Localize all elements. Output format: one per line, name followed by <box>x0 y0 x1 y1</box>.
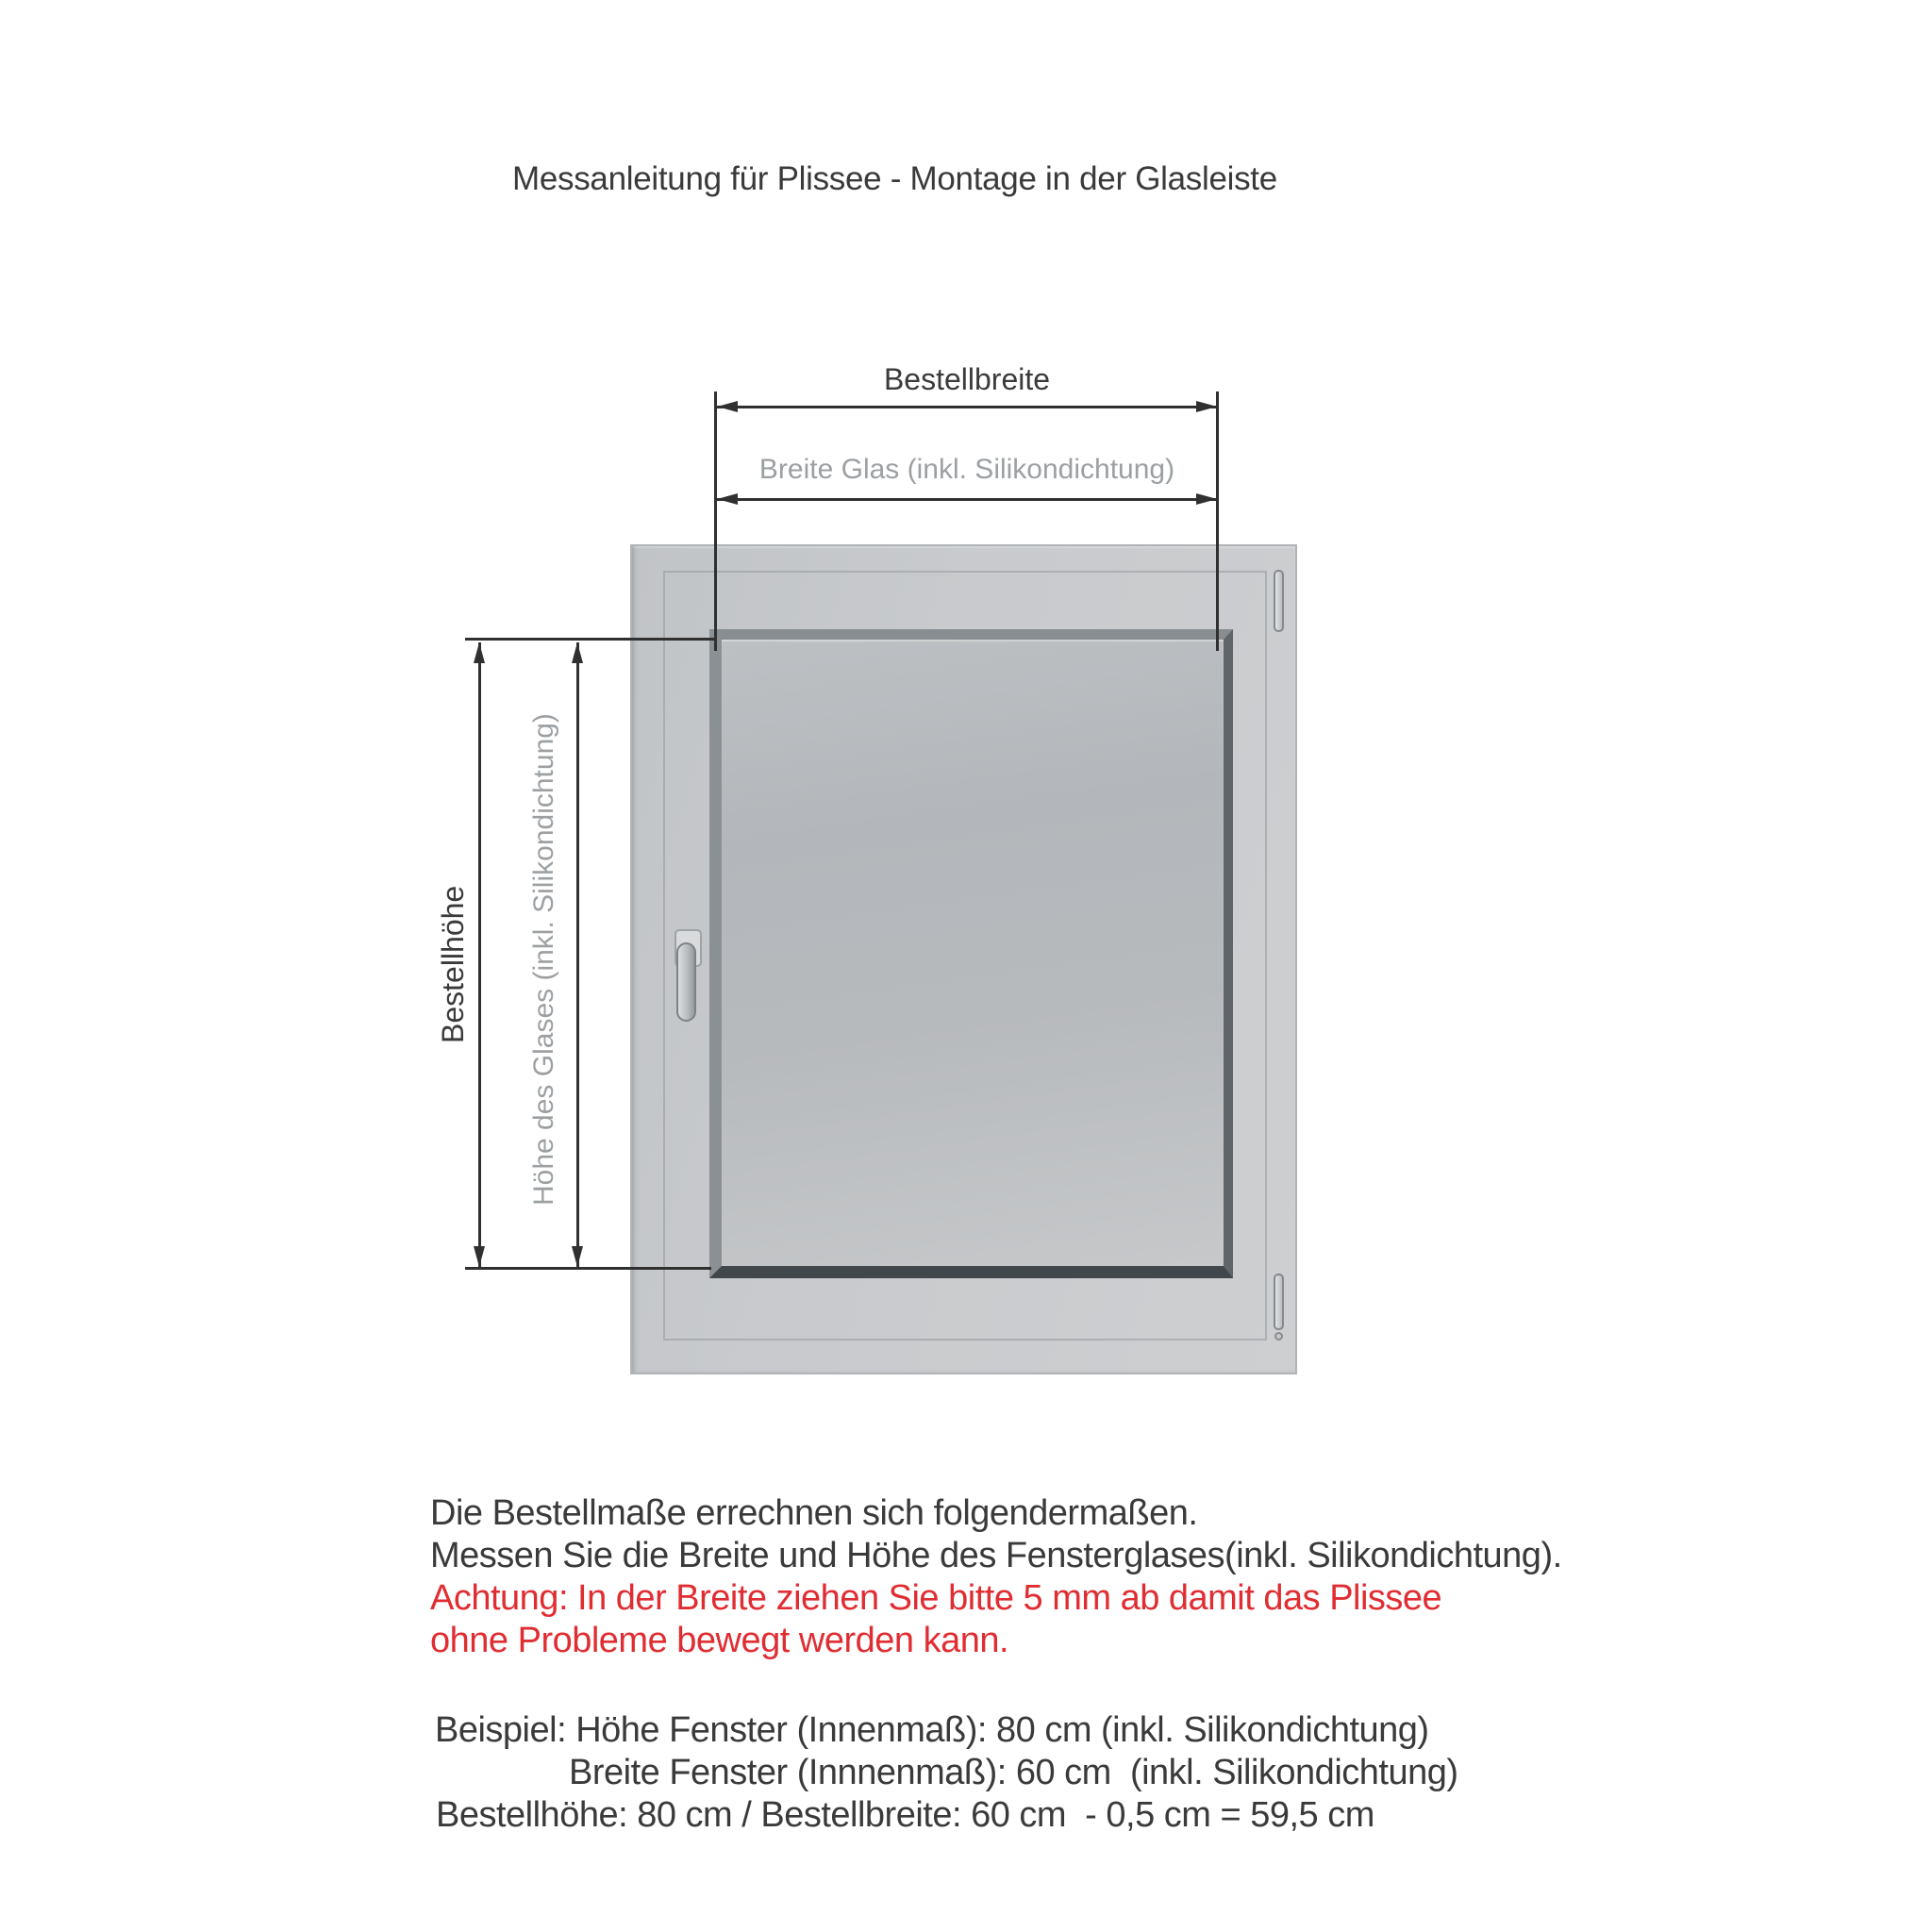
arrowhead-right-icon <box>1196 401 1217 412</box>
arrowhead-up-icon <box>474 642 485 663</box>
page-title: Messanleitung für Plissee - Montage in der Glasleiste <box>512 160 1277 197</box>
order-height-label: Bestellhöhe <box>436 885 470 1044</box>
example-line: Breite Fenster (Innnenmaß): 60 cm (inkl. Silikondichtung) <box>569 1753 1458 1792</box>
extension-line-height-top <box>465 638 715 641</box>
glass-height-label: Höhe des Glases (inkl. Silikondichtung) <box>528 713 559 1207</box>
warning-line: Achtung: In der Breite ziehen Sie bitte 5 mm ab damit das Plissee <box>430 1578 1442 1618</box>
window-illustration <box>630 544 1297 1374</box>
window-hinge-top <box>1274 570 1284 632</box>
glass-width-arrow <box>717 490 1217 508</box>
order-width-arrow <box>717 397 1217 416</box>
instruction-line: Die Bestellmaße errechnen sich folgendermaßen. <box>430 1493 1198 1533</box>
example-paragraph <box>430 1709 1458 1837</box>
extension-line-height-bottom <box>465 1267 711 1270</box>
instruction-paragraph <box>430 1492 1562 1662</box>
arrowhead-down-icon <box>474 1246 485 1267</box>
window-glass-with-glazing-bead <box>709 629 1233 1278</box>
arrow-shaft <box>717 498 1217 501</box>
arrowhead-down-icon <box>572 1246 583 1267</box>
glass-height-arrow <box>568 642 587 1267</box>
window-hinge-bottom <box>1274 1274 1284 1330</box>
example-line: Beispiel: Höhe Fenster (Innenmaß): 80 cm (inkl. Silikondichtung) <box>435 1710 1429 1750</box>
arrowhead-up-icon <box>572 642 583 663</box>
extension-line-width-right <box>1216 391 1219 651</box>
warning-line: ohne Probleme bewegt werden kann. <box>430 1621 1009 1660</box>
arrow-shaft <box>478 642 481 1267</box>
extension-line-width-left <box>714 391 717 651</box>
window-handle <box>676 942 696 1022</box>
window-hinge-pin <box>1274 1332 1283 1341</box>
example-line: Bestellhöhe: 80 cm / Bestellbreite: 60 cm - 0,5 cm = 59,5 cm <box>436 1795 1374 1835</box>
arrowhead-right-icon <box>1196 493 1217 505</box>
arrowhead-left-icon <box>717 493 738 505</box>
glass-width-label: Breite Glas (inkl. Silikondichtung) <box>758 454 1175 485</box>
order-width-label: Bestellbreite <box>883 362 1051 396</box>
instruction-line: Messen Sie die Breite und Höhe des Fensterglases(inkl. Silikondichtung). <box>430 1536 1562 1575</box>
arrow-shaft <box>717 406 1217 408</box>
arrow-shaft <box>576 642 579 1267</box>
arrowhead-left-icon <box>717 401 738 412</box>
